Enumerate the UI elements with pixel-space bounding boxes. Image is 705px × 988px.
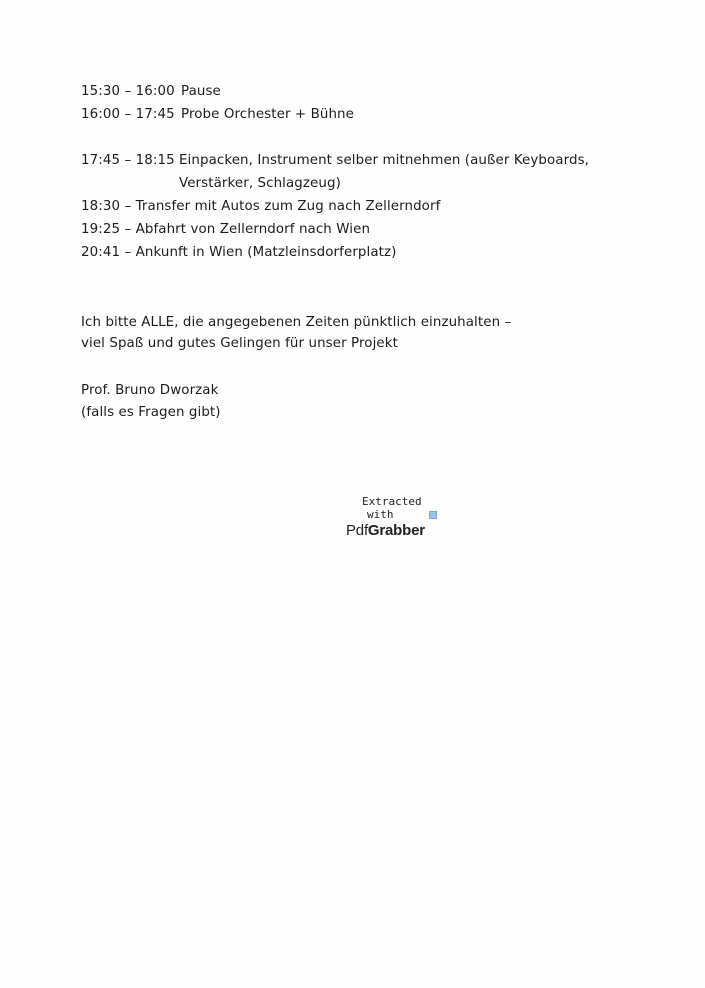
schedule-text: Einpacken, Instrument selber mitnehmen (außer Keyboards,: [179, 153, 589, 168]
logo-light-text: Pdf: [346, 522, 368, 539]
watermark-line-1: Extracted: [362, 495, 422, 508]
schedule-row-pause: [81, 83, 221, 101]
pdfgrabber-watermark: [346, 494, 446, 542]
schedule-text: Pause: [181, 84, 221, 99]
schedule-text: Probe Orchester + Bühne: [181, 107, 354, 122]
message-line-1: Ich bitte ALLE, die angegebenen Zeiten pünktlich einzuhalten –: [81, 315, 512, 330]
schedule-time: 16:00 – 17:45: [81, 107, 175, 122]
watermark-square-icon: [429, 511, 437, 519]
watermark-line-2: with: [367, 508, 394, 521]
logo-bold-text: Grabber: [367, 522, 425, 539]
schedule-row-arrival: 20:41 – Ankunft in Wien (Matzleinsdorferplatz): [81, 245, 397, 260]
schedule-row-rehearsal: [81, 106, 354, 124]
schedule-row-packing: [81, 152, 589, 170]
pdfgrabber-logo: [346, 522, 425, 539]
schedule-time: 17:45 – 18:15: [81, 153, 175, 168]
schedule-row-packing-continuation: Verstärker, Schlagzeug): [179, 176, 341, 191]
schedule-row-departure: 19:25 – Abfahrt von Zellerndorf nach Wien: [81, 222, 371, 237]
message-line-2: viel Spaß und gutes Gelingen für unser Projekt: [81, 336, 398, 351]
schedule-time: 15:30 – 16:00: [81, 84, 175, 99]
signature-name: Prof. Bruno Dworzak: [81, 383, 219, 398]
schedule-row-transfer: 18:30 – Transfer mit Autos zum Zug nach Zellerndorf: [81, 199, 441, 214]
signature-note: (falls es Fragen gibt): [81, 405, 221, 420]
